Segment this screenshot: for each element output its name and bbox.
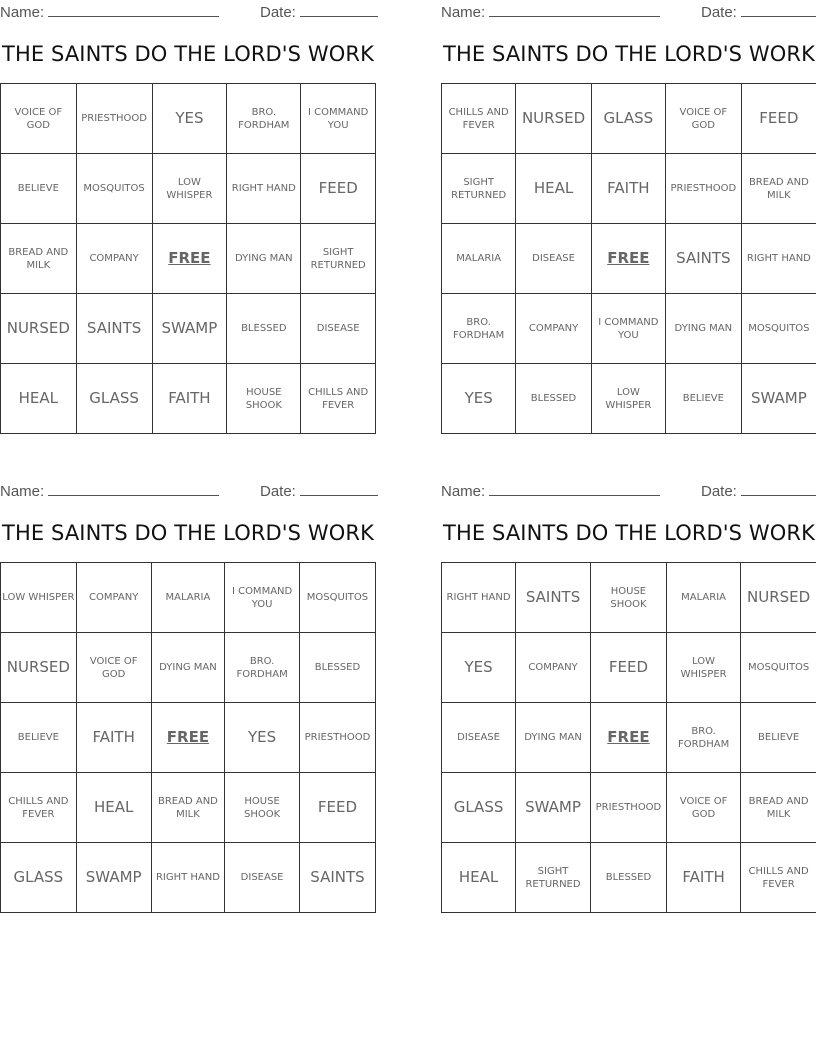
bingo-cell[interactable]: SAINTS <box>76 294 152 364</box>
bingo-cell[interactable]: PRIESTHOOD <box>299 703 375 773</box>
name-blank-line <box>48 2 219 17</box>
bingo-cell[interactable]: I COMMAND YOU <box>225 563 300 633</box>
bingo-cell[interactable]: SWAMP <box>152 294 227 364</box>
bingo-cell[interactable]: DISEASE <box>225 843 300 913</box>
bingo-cell[interactable]: BREAD AND MILK <box>741 773 816 843</box>
grid-row <box>1 843 376 913</box>
name-label: Name: <box>0 4 45 21</box>
name-label: Name: <box>0 483 45 500</box>
bingo-cell[interactable]: BREAD AND MILK <box>1 224 77 294</box>
grid-row <box>442 294 816 364</box>
card-header <box>0 479 376 501</box>
bingo-cell[interactable]: BRO. FORDHAM <box>442 294 516 364</box>
bingo-cell[interactable]: LOW WHISPER <box>152 154 227 224</box>
bingo-cell[interactable]: CHILLS AND FEVER <box>1 773 77 843</box>
bingo-cell[interactable]: YES <box>152 84 227 154</box>
bingo-cell[interactable]: NURSED <box>516 84 591 154</box>
free-space-cell[interactable]: FREE <box>151 703 225 773</box>
card-title: THE SAINTS DO THE LORD'S WORK <box>2 42 374 66</box>
name-blank-line <box>489 2 660 17</box>
date-label: Date: <box>260 483 296 500</box>
bingo-cell[interactable]: LOW WHISPER <box>666 633 740 703</box>
card-header <box>441 479 816 501</box>
date-blank-line <box>741 481 816 496</box>
bingo-cell[interactable]: FEED <box>590 633 666 703</box>
bingo-cell[interactable]: DYING MAN <box>151 633 225 703</box>
name-blank-line <box>489 481 660 496</box>
bingo-grid <box>0 83 376 434</box>
bingo-cell[interactable]: RIGHT HAND <box>442 563 516 633</box>
bingo-cell[interactable]: SWAMP <box>76 843 151 913</box>
bingo-cell[interactable]: MALARIA <box>666 563 740 633</box>
bingo-cell[interactable]: MOSQUITOS <box>741 294 816 364</box>
bingo-cell[interactable]: LOW WHISPER <box>1 563 77 633</box>
bingo-cell[interactable]: BRO. FORDHAM <box>227 84 301 154</box>
bingo-cell[interactable]: SWAMP <box>741 364 816 434</box>
bingo-cell[interactable]: SAINTS <box>516 563 591 633</box>
name-field[interactable] <box>0 2 219 21</box>
bingo-cell[interactable]: BELIEVE <box>665 364 741 434</box>
date-field[interactable] <box>701 481 816 500</box>
bingo-cell[interactable]: NURSED <box>1 294 77 364</box>
bingo-card-4 <box>441 479 816 914</box>
date-blank-line <box>300 2 378 17</box>
bingo-cell[interactable]: PRIESTHOOD <box>665 154 741 224</box>
bingo-cell[interactable]: BLESSED <box>516 364 591 434</box>
grid-row <box>1 224 376 294</box>
bingo-cell[interactable]: YES <box>442 633 516 703</box>
free-space-cell[interactable]: FREE <box>591 224 665 294</box>
card-title: THE SAINTS DO THE LORD'S WORK <box>443 42 815 66</box>
bingo-cell[interactable]: BREAD AND MILK <box>741 154 816 224</box>
name-blank-line <box>48 481 219 496</box>
bingo-cell[interactable]: BREAD AND MILK <box>151 773 225 843</box>
bingo-cell[interactable]: RIGHT HAND <box>227 154 301 224</box>
bingo-cell[interactable]: RIGHT HAND <box>151 843 225 913</box>
grid-row <box>442 84 816 154</box>
bingo-cell[interactable]: FEED <box>299 773 375 843</box>
bingo-cell[interactable]: BRO. FORDHAM <box>225 633 300 703</box>
bingo-cell[interactable]: COMPANY <box>76 563 151 633</box>
bingo-grid <box>441 562 816 913</box>
bingo-card-1 <box>0 0 376 435</box>
bingo-cell[interactable]: BLESSED <box>299 633 375 703</box>
bingo-cell[interactable]: CHILLS AND FEVER <box>301 364 376 434</box>
bingo-cell[interactable]: SWAMP <box>516 773 591 843</box>
grid-row <box>1 563 376 633</box>
bingo-cell[interactable]: PRIESTHOOD <box>76 84 152 154</box>
bingo-cell[interactable]: BELIEVE <box>1 154 77 224</box>
bingo-cell[interactable]: BRO. FORDHAM <box>666 703 740 773</box>
grid-row <box>1 633 376 703</box>
bingo-cell[interactable]: DYING MAN <box>227 224 301 294</box>
grid-row <box>442 224 816 294</box>
date-label: Date: <box>260 4 296 21</box>
name-field[interactable] <box>441 2 660 21</box>
grid-row <box>1 773 376 843</box>
bingo-cell[interactable]: GLASS <box>1 843 77 913</box>
bingo-cell[interactable]: GLASS <box>591 84 665 154</box>
grid-row <box>1 84 376 154</box>
bingo-cell[interactable]: HEAL <box>1 364 77 434</box>
bingo-card-3 <box>0 479 376 914</box>
bingo-cell[interactable]: YES <box>442 364 516 434</box>
grid-row <box>1 703 376 773</box>
bingo-cell[interactable]: HEAL <box>76 773 151 843</box>
bingo-cell[interactable]: DISEASE <box>442 703 516 773</box>
date-blank-line <box>300 481 378 496</box>
bingo-cell[interactable]: SIGHT RETURNED <box>301 224 376 294</box>
bingo-cell[interactable]: SIGHT RETURNED <box>516 843 591 913</box>
bingo-cell[interactable]: DISEASE <box>301 294 376 364</box>
date-field[interactable] <box>701 2 816 21</box>
bingo-cell[interactable]: PRIESTHOOD <box>590 773 666 843</box>
date-field[interactable] <box>260 2 378 21</box>
name-label: Name: <box>441 483 486 500</box>
bingo-cell[interactable]: RIGHT HAND <box>741 224 816 294</box>
bingo-grid <box>0 562 376 913</box>
name-label: Name: <box>441 4 486 21</box>
card-header <box>441 0 816 22</box>
bingo-cell[interactable]: NURSED <box>1 633 77 703</box>
date-label: Date: <box>701 4 737 21</box>
bingo-cell[interactable]: SIGHT RETURNED <box>442 154 516 224</box>
grid-row <box>442 364 816 434</box>
grid-row <box>442 703 816 773</box>
bingo-cell[interactable]: FEED <box>301 154 376 224</box>
bingo-cell[interactable]: VOICE OF GOD <box>76 633 151 703</box>
bingo-cell[interactable]: VOICE OF GOD <box>666 773 740 843</box>
bingo-cell[interactable]: FAITH <box>591 154 665 224</box>
bingo-cell[interactable]: VOICE OF GOD <box>1 84 77 154</box>
card-title: THE SAINTS DO THE LORD'S WORK <box>2 521 374 545</box>
bingo-cell[interactable]: DYING MAN <box>516 703 591 773</box>
grid-row <box>442 563 816 633</box>
bingo-cell[interactable]: HEAL <box>442 843 516 913</box>
bingo-cell[interactable]: BLESSED <box>590 843 666 913</box>
bingo-cell[interactable]: HOUSE SHOOK <box>227 364 301 434</box>
grid-row <box>442 773 816 843</box>
bingo-cell[interactable]: SAINTS <box>665 224 741 294</box>
grid-row <box>1 364 376 434</box>
bingo-cell[interactable]: HOUSE SHOOK <box>590 563 666 633</box>
bingo-cell[interactable]: I COMMAND YOU <box>301 84 376 154</box>
bingo-card-2 <box>441 0 816 435</box>
bingo-cell[interactable]: DYING MAN <box>665 294 741 364</box>
bingo-cell[interactable]: BELIEVE <box>1 703 77 773</box>
free-space-cell[interactable]: FREE <box>152 224 227 294</box>
bingo-cell[interactable]: VOICE OF GOD <box>665 84 741 154</box>
bingo-cell[interactable]: YES <box>225 703 300 773</box>
grid-row <box>442 154 816 224</box>
bingo-cell[interactable]: GLASS <box>442 773 516 843</box>
name-field[interactable] <box>441 481 660 500</box>
bingo-cell[interactable]: BELIEVE <box>741 703 816 773</box>
bingo-cell[interactable]: COMPANY <box>516 294 591 364</box>
bingo-cell[interactable]: FAITH <box>76 703 151 773</box>
bingo-cell[interactable]: CHILLS AND FEVER <box>442 84 516 154</box>
grid-row <box>1 294 376 364</box>
bingo-cell[interactable]: COMPANY <box>76 224 152 294</box>
bingo-cell[interactable]: FAITH <box>152 364 227 434</box>
bingo-cell[interactable]: MOSQUITOS <box>741 633 816 703</box>
bingo-cell[interactable]: MALARIA <box>151 563 225 633</box>
free-space-cell[interactable]: FREE <box>590 703 666 773</box>
card-title: THE SAINTS DO THE LORD'S WORK <box>443 521 815 545</box>
bingo-cell[interactable]: DISEASE <box>516 224 591 294</box>
date-blank-line <box>741 2 816 17</box>
bingo-cell[interactable]: FEED <box>741 84 816 154</box>
bingo-cell[interactable]: SAINTS <box>299 843 375 913</box>
grid-row <box>442 843 816 913</box>
bingo-cell[interactable]: MOSQUITOS <box>76 154 152 224</box>
bingo-cell[interactable]: NURSED <box>741 563 816 633</box>
grid-row <box>1 154 376 224</box>
bingo-cell[interactable]: FAITH <box>666 843 740 913</box>
name-field[interactable] <box>0 481 219 500</box>
card-header <box>0 0 376 22</box>
bingo-cell[interactable]: LOW WHISPER <box>591 364 665 434</box>
bingo-cell[interactable]: GLASS <box>76 364 152 434</box>
bingo-cell[interactable]: HOUSE SHOOK <box>225 773 300 843</box>
bingo-cell[interactable]: HEAL <box>516 154 591 224</box>
bingo-cell[interactable]: MOSQUITOS <box>299 563 375 633</box>
date-label: Date: <box>701 483 737 500</box>
bingo-cell[interactable]: I COMMAND YOU <box>591 294 665 364</box>
bingo-cell[interactable]: MALARIA <box>442 224 516 294</box>
bingo-cell[interactable]: BLESSED <box>227 294 301 364</box>
grid-row <box>442 633 816 703</box>
bingo-cell[interactable]: CHILLS AND FEVER <box>741 843 816 913</box>
bingo-grid <box>441 83 816 434</box>
date-field[interactable] <box>260 481 378 500</box>
bingo-cell[interactable]: COMPANY <box>516 633 591 703</box>
